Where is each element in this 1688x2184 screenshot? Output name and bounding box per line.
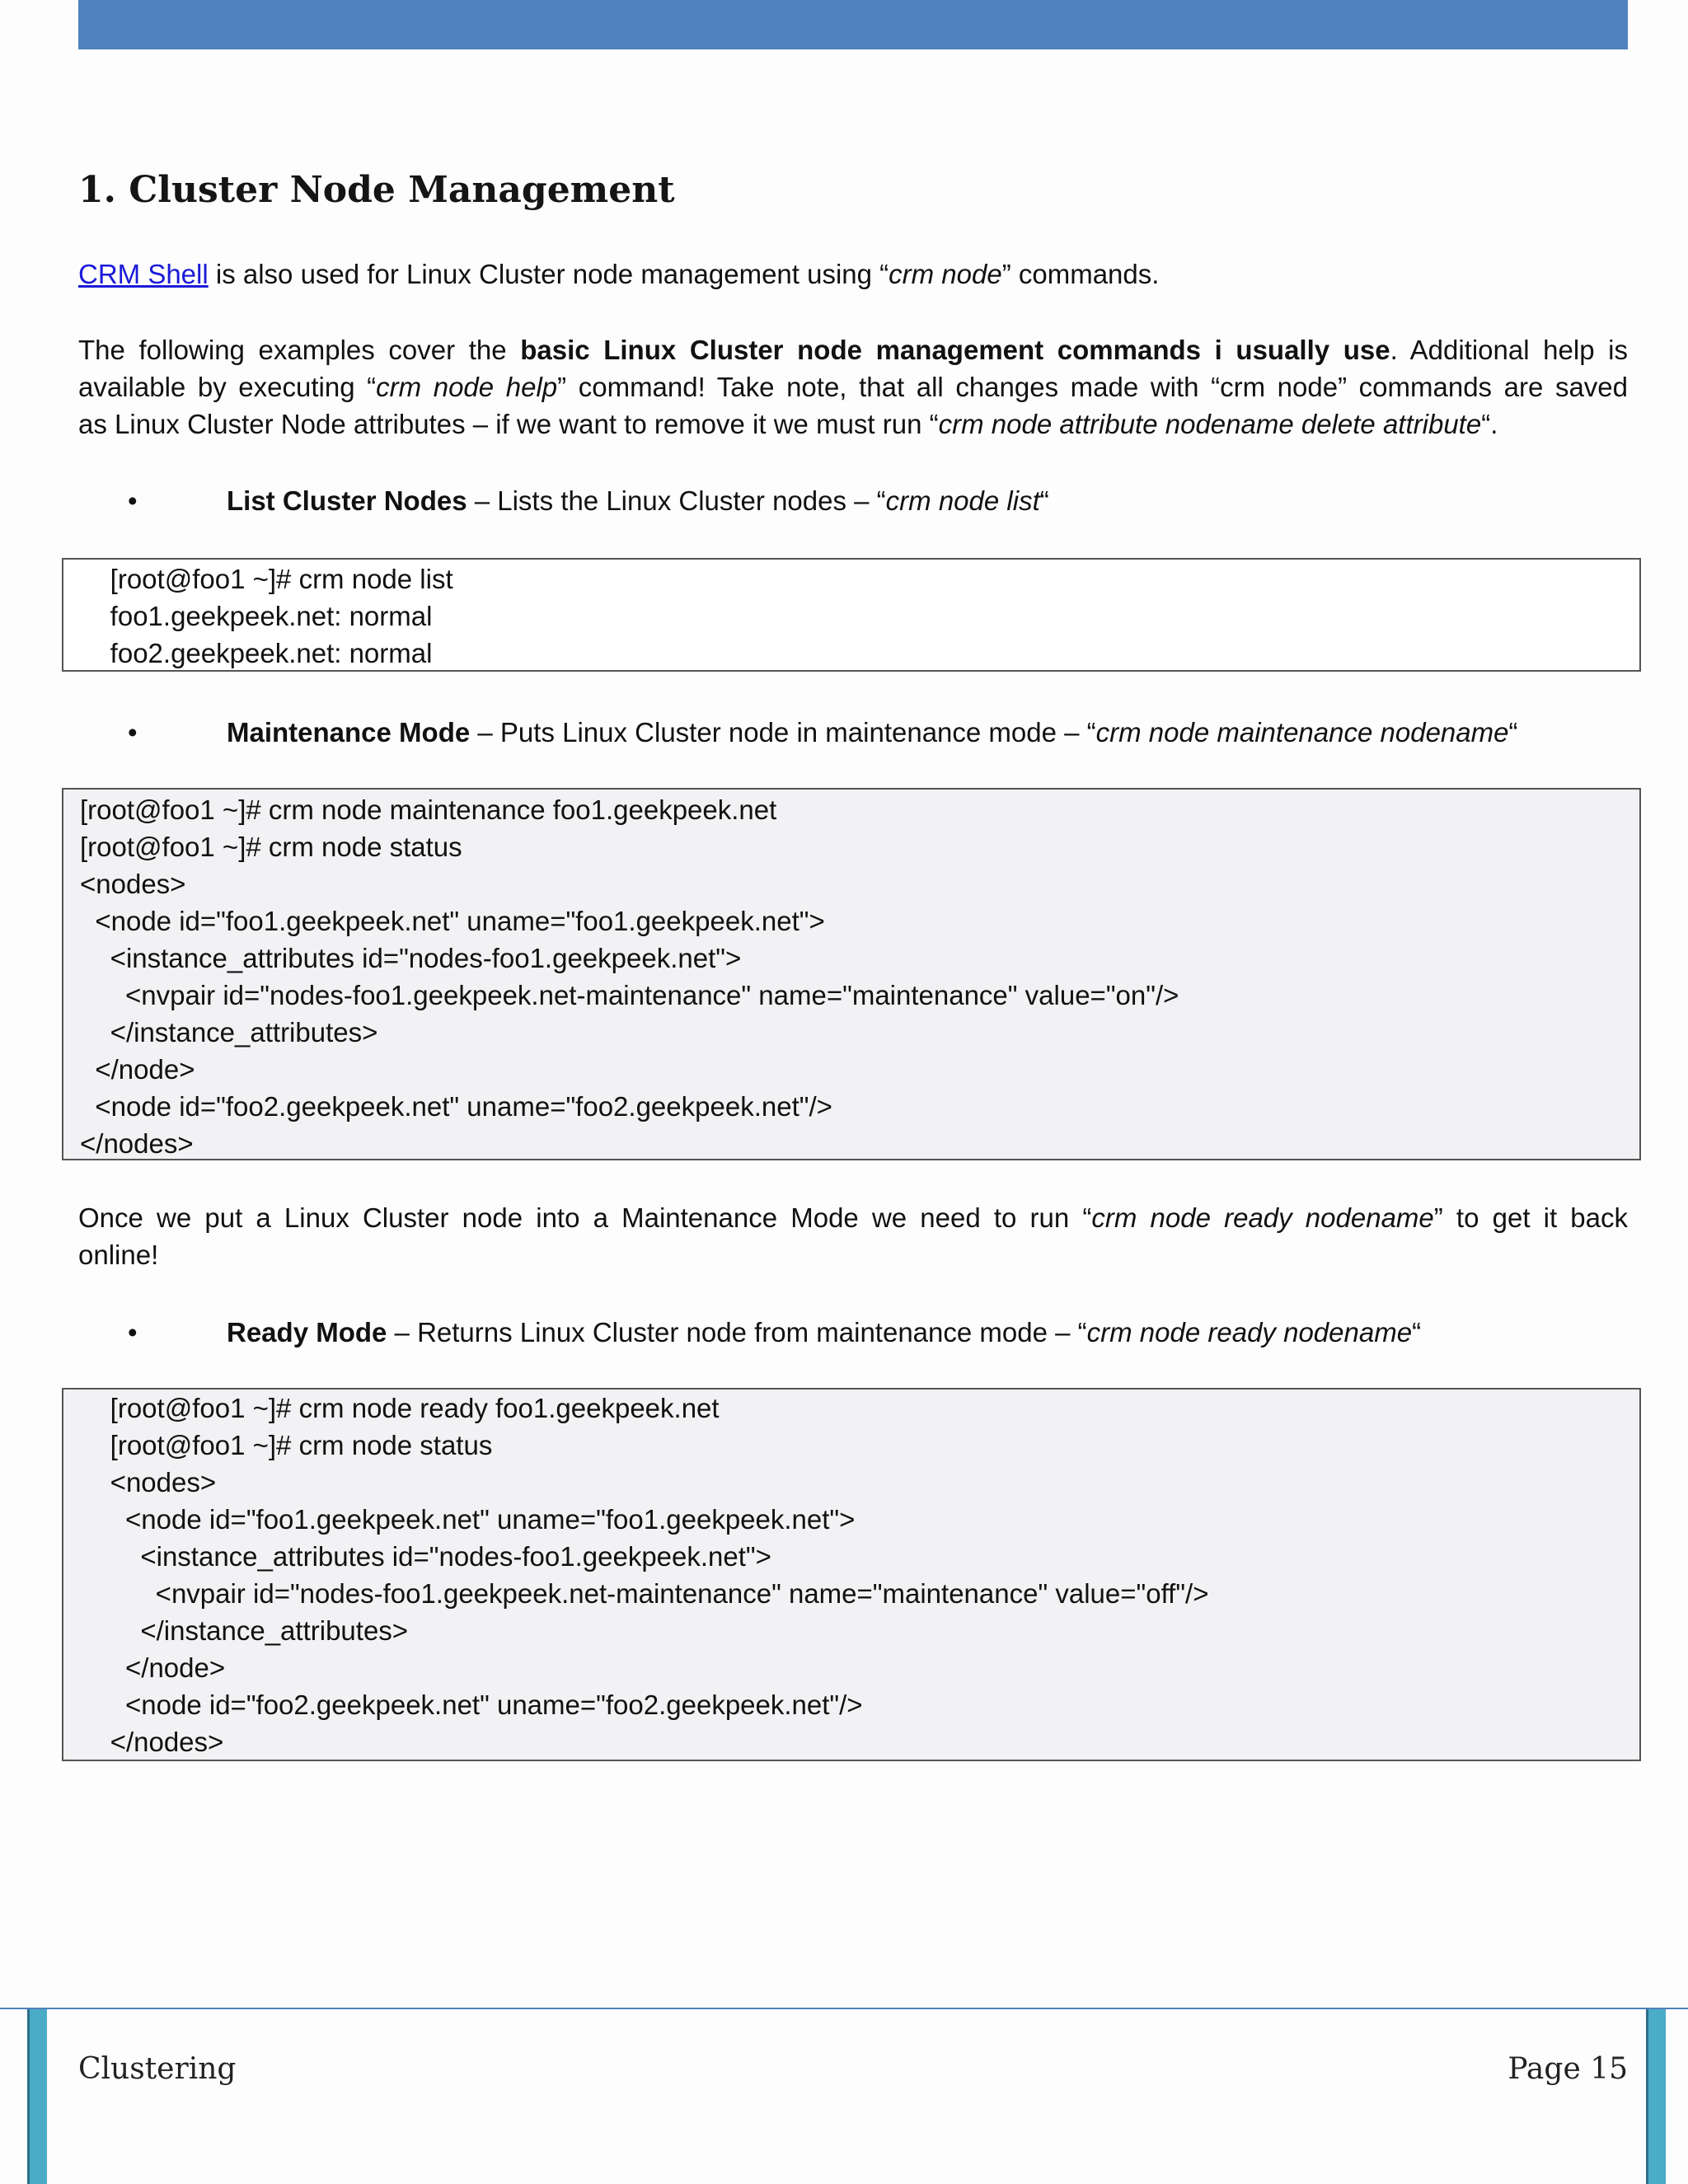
bullet-dot: • (128, 485, 138, 516)
code-node-list: [root@foo1 ~]# crm node list foo1.geekpeek.net: normal foo2.geekpeek.net: normal (110, 564, 453, 668)
once-line-2: online! (78, 1240, 159, 1270)
footer-left-bar (27, 2009, 47, 2184)
code-maintenance: [root@foo1 ~]# crm node maintenance foo1.geekpeek.net [root@foo1 ~]# crm node status <nodes> <node id="foo1.geekpeek.net" uname="foo1.geekpeek.net"> <instance_attributes id="nodes-foo1.geekpeek.net"> <nvpair id="nodes-foo1.geekpeek.net-maintenance" name="maintenance" value="on"/> </instance_attributes> </node> <node id="foo2.geekpeek.net" uname="foo2.geekpeek.net"/> </nodes> (80, 794, 1179, 1159)
bullet-dot: • (128, 1317, 138, 1347)
examples-line-1: The following examples cover the basic Linux Cluster node management commands i usually use. Additional help is (78, 335, 1629, 365)
bullet-ready-mode: • Ready Mode – Returns Linux Cluster node from maintenance mode – “crm node ready nodename“ (128, 1314, 1421, 1351)
code-block-maintenance (62, 788, 1641, 1160)
bullet-list-cluster-nodes: • List Cluster Nodes – Lists the Linux Cluster nodes – “crm node list“ (128, 482, 1049, 519)
intro-paragraph: CRM Shell is also used for Linux Cluster node management using “crm node” commands. (78, 259, 1160, 289)
bullet-dot: • (128, 717, 138, 748)
footer-rule (0, 2008, 1688, 2009)
page-number: Page 15 (1507, 2052, 1628, 2086)
examples-line-3: as Linux Cluster Node attributes – if we want to remove it we must run “crm node attribute nodename delete attribute“. (78, 409, 1498, 439)
once-paragraph (78, 1199, 1628, 1273)
crm-shell-link[interactable]: CRM Shell (78, 259, 209, 289)
bullet-maintenance-mode: • Maintenance Mode – Puts Linux Cluster node in maintenance mode – “crm node maintenance nodename“ (128, 714, 1517, 751)
footer-right-bar (1646, 2009, 1666, 2184)
once-line-1: Once we put a Linux Cluster node into a Maintenance Mode we need to run “crm node ready nodename” to get it back (78, 1202, 1629, 1233)
code-block-node-list (62, 558, 1641, 672)
section-heading: 1. Cluster Node Management (78, 169, 675, 211)
code-block-ready (62, 1388, 1641, 1761)
header-band (78, 0, 1628, 49)
examples-paragraph (78, 331, 1628, 443)
examples-line-2: available by executing “crm node help” command! Take note, that all changes made with “crm node” commands are saved (78, 372, 1628, 402)
code-ready: [root@foo1 ~]# crm node ready foo1.geekpeek.net [root@foo1 ~]# crm node status <nodes> <node id="foo1.geekpeek.net" uname="foo1.geekpeek.net"> <instance_attributes id="nodes-foo1.geekpeek.net"> <nvpair id="nodes-foo1.geekpeek.net-maintenance" name="maintenance" value="off"/> </instance_attributes> </node> <node id="foo2.geekpeek.net" uname="foo2.geekpeek.net"/> </nodes> (110, 1393, 1209, 1757)
footer-title: Clustering (78, 2052, 237, 2086)
